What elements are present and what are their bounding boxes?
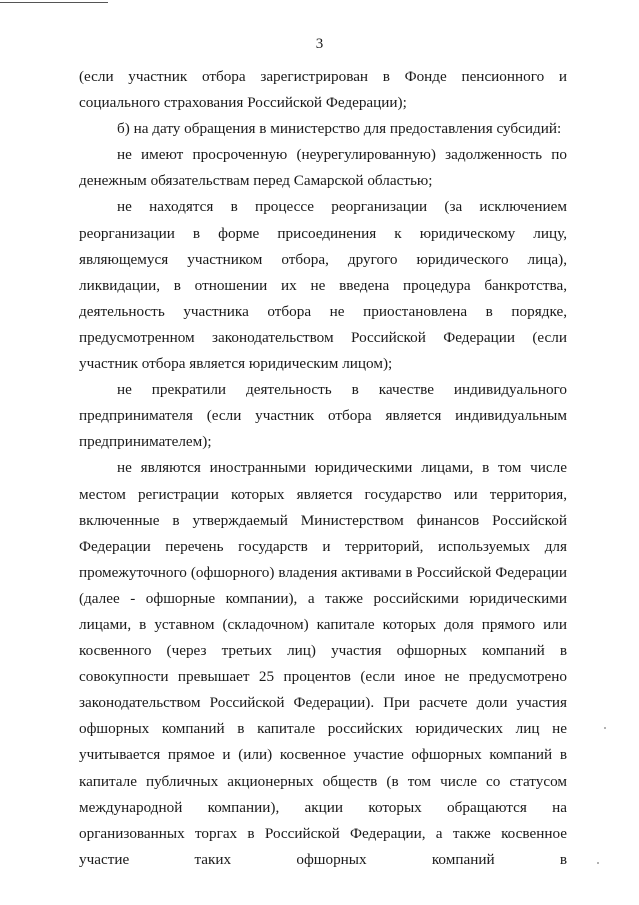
page-number: 3 <box>315 36 324 52</box>
paragraph-pension-fund-clause: (если участник отбора зарегистрирован в Фонде пенсионного и социального страхования Российской Федерации); <box>79 68 567 112</box>
paragraph-individual-entrepreneur: не прекратили деятельность в качестве индивидуального предпринимателя (если участник отбора является индивидуальным предпринимателем); <box>79 381 567 451</box>
scan-speck <box>597 862 599 864</box>
scan-edge-line <box>0 2 108 3</box>
paragraph-no-overdue-debt: не имеют просроченную (неурегулированную) задолженность по денежным обязательствам перед Самарской областью; <box>79 146 567 190</box>
paragraph-offshore-companies: не являются иностранными юридическими лицами, в том числе местом регистрации которых является государство или территория, включенные в утверждаемый Министерством финансов Российской Федерации перечень государств и территорий, используемых для промежуточного (офшорного) владения активами в Российской Федерации (далее - офшорные компании), а также российскими юридическими лицами, в уставном (складочном) капитале которых доля прямого или косвенного (через третьих лиц) участия офшорных компаний в совокупности превышает 25 процентов (если иное не предусмотрено законодательством Российской Федерации). При расчете доли участия офшорных компаний в капитале российских юридических лиц не учитывается прямое и (или) косвенное участие офшорных компаний в капитале публичных акционерных обществ (в том числе со статусом международной компании), акции которых обращаются на организованных торгах в Российской Федерации, а также косвенное участие таких офшорных компаний в <box>79 459 567 868</box>
scan-speck <box>604 727 606 729</box>
paragraph-item-b: б) на дату обращения в министерство для предоставления субсидий: <box>117 120 562 138</box>
document-body <box>79 64 567 873</box>
paragraph-no-reorganization: не находятся в процессе реорганизации (за исключением реорганизации в форме присоединения к юридическому лицу, являющемуся участником отбора, другого юридического лица), ликвидации, в отношении их не введена процедура банкротства, деятельность участника отбора не приостановлена в порядке, предусмотренном законодательством Российской Федерации (если участник отбора является юридическим лицом); <box>79 198 567 373</box>
